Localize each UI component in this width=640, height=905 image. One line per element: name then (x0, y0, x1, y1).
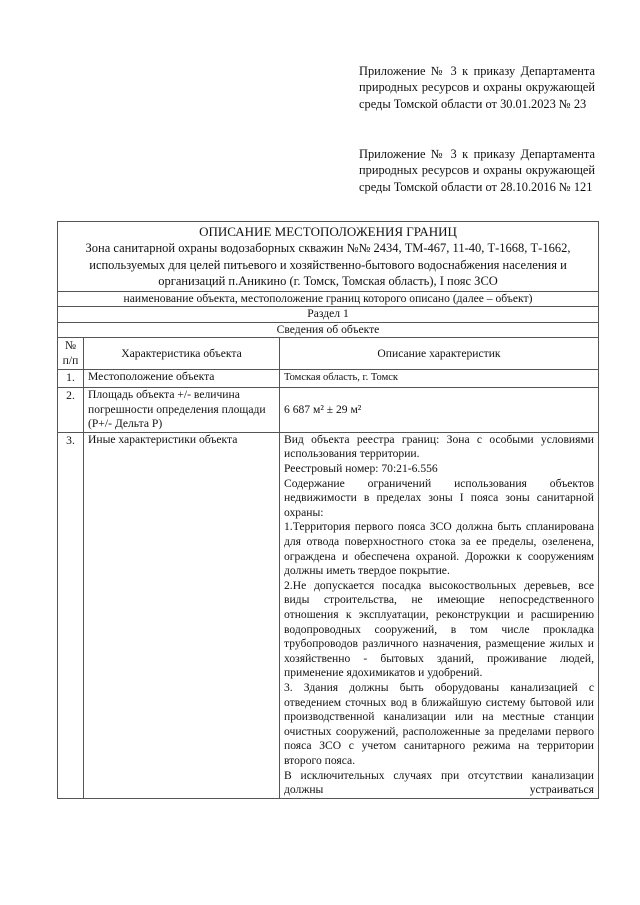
row-characteristic: Местоположение объекта (84, 370, 280, 388)
appendix-original-order: Приложение № 3 к приказу Департамента природных ресурсов и охраны окружающей среды Томской области от 28.10.2016 № 121 (359, 147, 595, 194)
column-header-characteristic: Характеристика объекта (84, 338, 280, 370)
object-caption: наименование объекта, местоположение границ которого описано (далее – объект) (58, 291, 599, 307)
row-characteristic: Площадь объекта +/- величина погрешности определения площади (P+/- Дельта P) (84, 388, 280, 433)
description-paragraph: Реестровый номер: 70:21-6.556 (284, 462, 438, 476)
section-label: Раздел 1 (58, 307, 599, 323)
section-title-row (58, 322, 599, 338)
row-description (280, 432, 599, 798)
row-characteristic: Иные характеристики объекта (84, 432, 280, 798)
appendix-current-order: Приложение № 3 к приказу Департамента природных ресурсов и охраны окружающей среды Томской области от 30.01.2023 № 23 (359, 64, 595, 111)
description-paragraph: Содержание ограничений использования объектов недвижимости в пределах зоны I пояса зоны санитарной охраны: (284, 476, 595, 519)
title-row (58, 222, 599, 292)
table-row (58, 388, 599, 433)
column-header-description: Описание характеристик (280, 338, 599, 370)
section-title: Сведения об объекте (58, 322, 599, 338)
column-header-num: № п/п (58, 338, 84, 370)
row-number: 3. (58, 432, 84, 798)
row-value: 6 687 м² ± 29 м² (280, 388, 599, 433)
description-paragraph: Вид объекта реестра границ: Зона с особыми условиями использования территории. (284, 432, 595, 461)
section-row (58, 307, 599, 323)
object-description-table (57, 221, 599, 799)
description-paragraph: 2.Не допускается посадка высокоствольных деревьев, все виды строительства, не имеющие непосредственного отношения к эксплуатации, реконструкции и расширению водопроводных сооружений, в том числе прокладка трубопроводов различного назначения, размещение жилых и хозяйственно - бытовых зданий, проживание людей, применение ядохимикатов и удобрений. (284, 578, 595, 680)
row-value: Томская область, г. Томск (280, 370, 599, 388)
table-row (58, 370, 599, 388)
column-header-row (58, 338, 599, 370)
description-paragraph: В исключительных случаях при отсутствии канализации должны устраиваться (284, 768, 595, 797)
description-paragraph: 3. Здания должны быть оборудованы канализацией с отведением сточных вод в ближайшую систему бытовой или производственной канализации или на местные станции очистных сооружений, расположенные за пределами первого пояса ЗСО с учетом санитарного режима на территории второго пояса. (284, 680, 595, 767)
object-name: Зона санитарной охраны водозаборных скважин №№ 2434, ТМ-467, 11-40, Т-1668, Т-1662, используемых для целей питьевого и хозяйственно-бытового водоснабжения населения и организаций п.Аникино (г. Томск, Томская область), I пояс ЗСО (85, 241, 571, 288)
caption-row (58, 291, 599, 307)
description-paragraph: 1.Территория первого пояса ЗСО должна быть спланирована для отвода поверхностного стока за ее пределы, озеленена, ограждена и обеспечена охраной. Дорожки к сооружениям должны иметь твердое покрытие. (284, 520, 595, 578)
title-cell (58, 222, 599, 292)
table-row (58, 432, 599, 798)
row-number: 1. (58, 370, 84, 388)
row-number: 2. (58, 388, 84, 433)
document-title: ОПИСАНИЕ МЕСТОПОЛОЖЕНИЯ ГРАНИЦ (199, 224, 457, 239)
